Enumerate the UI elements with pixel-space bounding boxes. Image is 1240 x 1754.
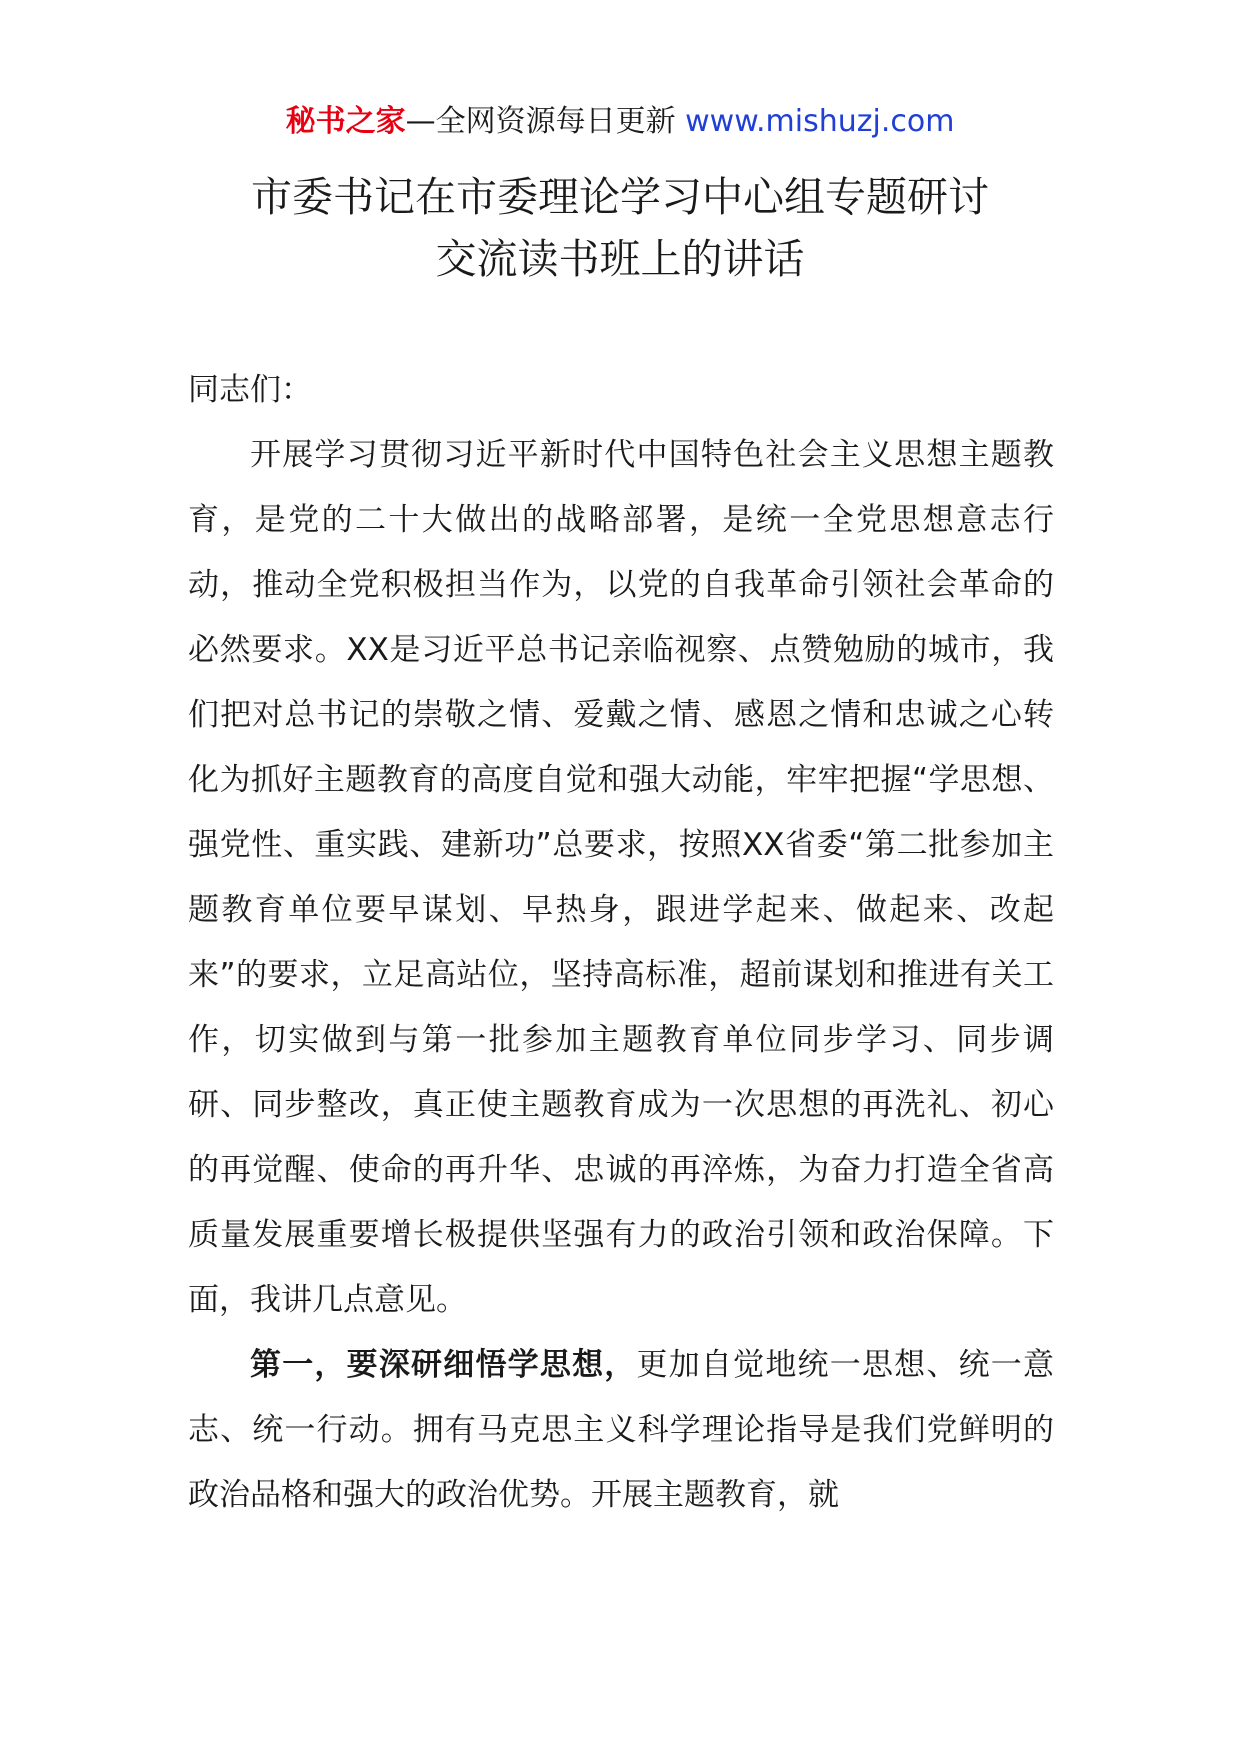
title-line-2: 交流读书班上的讲话	[435, 235, 805, 283]
document-title	[0, 166, 1240, 290]
site-tagline: —全网资源每日更新	[405, 104, 676, 139]
paragraph-first-point	[188, 1333, 1054, 1528]
site-brand: 秘书之家	[285, 104, 406, 139]
salutation: 同志们：	[188, 372, 312, 408]
paragraph-intro: 开展学习贯彻习近平新时代中国特色社会主义思想主题教育，是党的二十大做出的战略部署，是统一全党思想意志行动，推动全党积极担当作为，以党的自我革命引领社会革命的必然要求。XX是习近平总书记亲临视察、点赞勉励的城市，我们把对总书记的崇敬之情、爱戴之情、感恩之情和忠诚之心转化为抓好主题教育的高度自觉和强大动能，牢牢把握“学思想、强党性、重实践、建新功”总要求，按照XX省委“第二批参加主题教育单位要早谋划、早热身，跟进学起来、做起来、改起来”的要求，立足高站位，坚持高标准，超前谋划和推进有关工作，切实做到与第一批参加主题教育单位同步学习、同步调研、同步整改，真正使主题教育成为一次思想的再洗礼、初心的再觉醒、使命的再升华、忠诚的再淬炼，为奋力打造全省高质量发展重要增长极提供坚强有力的政治引领和政治保障。下面，我讲几点意见。	[188, 437, 1054, 1318]
site-banner	[0, 100, 1240, 144]
site-url: www.mishuzj.com	[685, 104, 955, 139]
paragraph-lead: 第一，要深研细悟学思想，	[250, 1347, 637, 1383]
title-line-1: 市委书记在市委理论学习中心组专题研讨	[251, 173, 989, 221]
paragraph-text: 更加自觉地统一思想、统一意志、统一行动。拥有马克思主义科学理论指导是我们党鲜明的政治品格和强大的政治优势。开展主题教育，就	[188, 1347, 1054, 1513]
document-body	[188, 358, 1054, 1528]
